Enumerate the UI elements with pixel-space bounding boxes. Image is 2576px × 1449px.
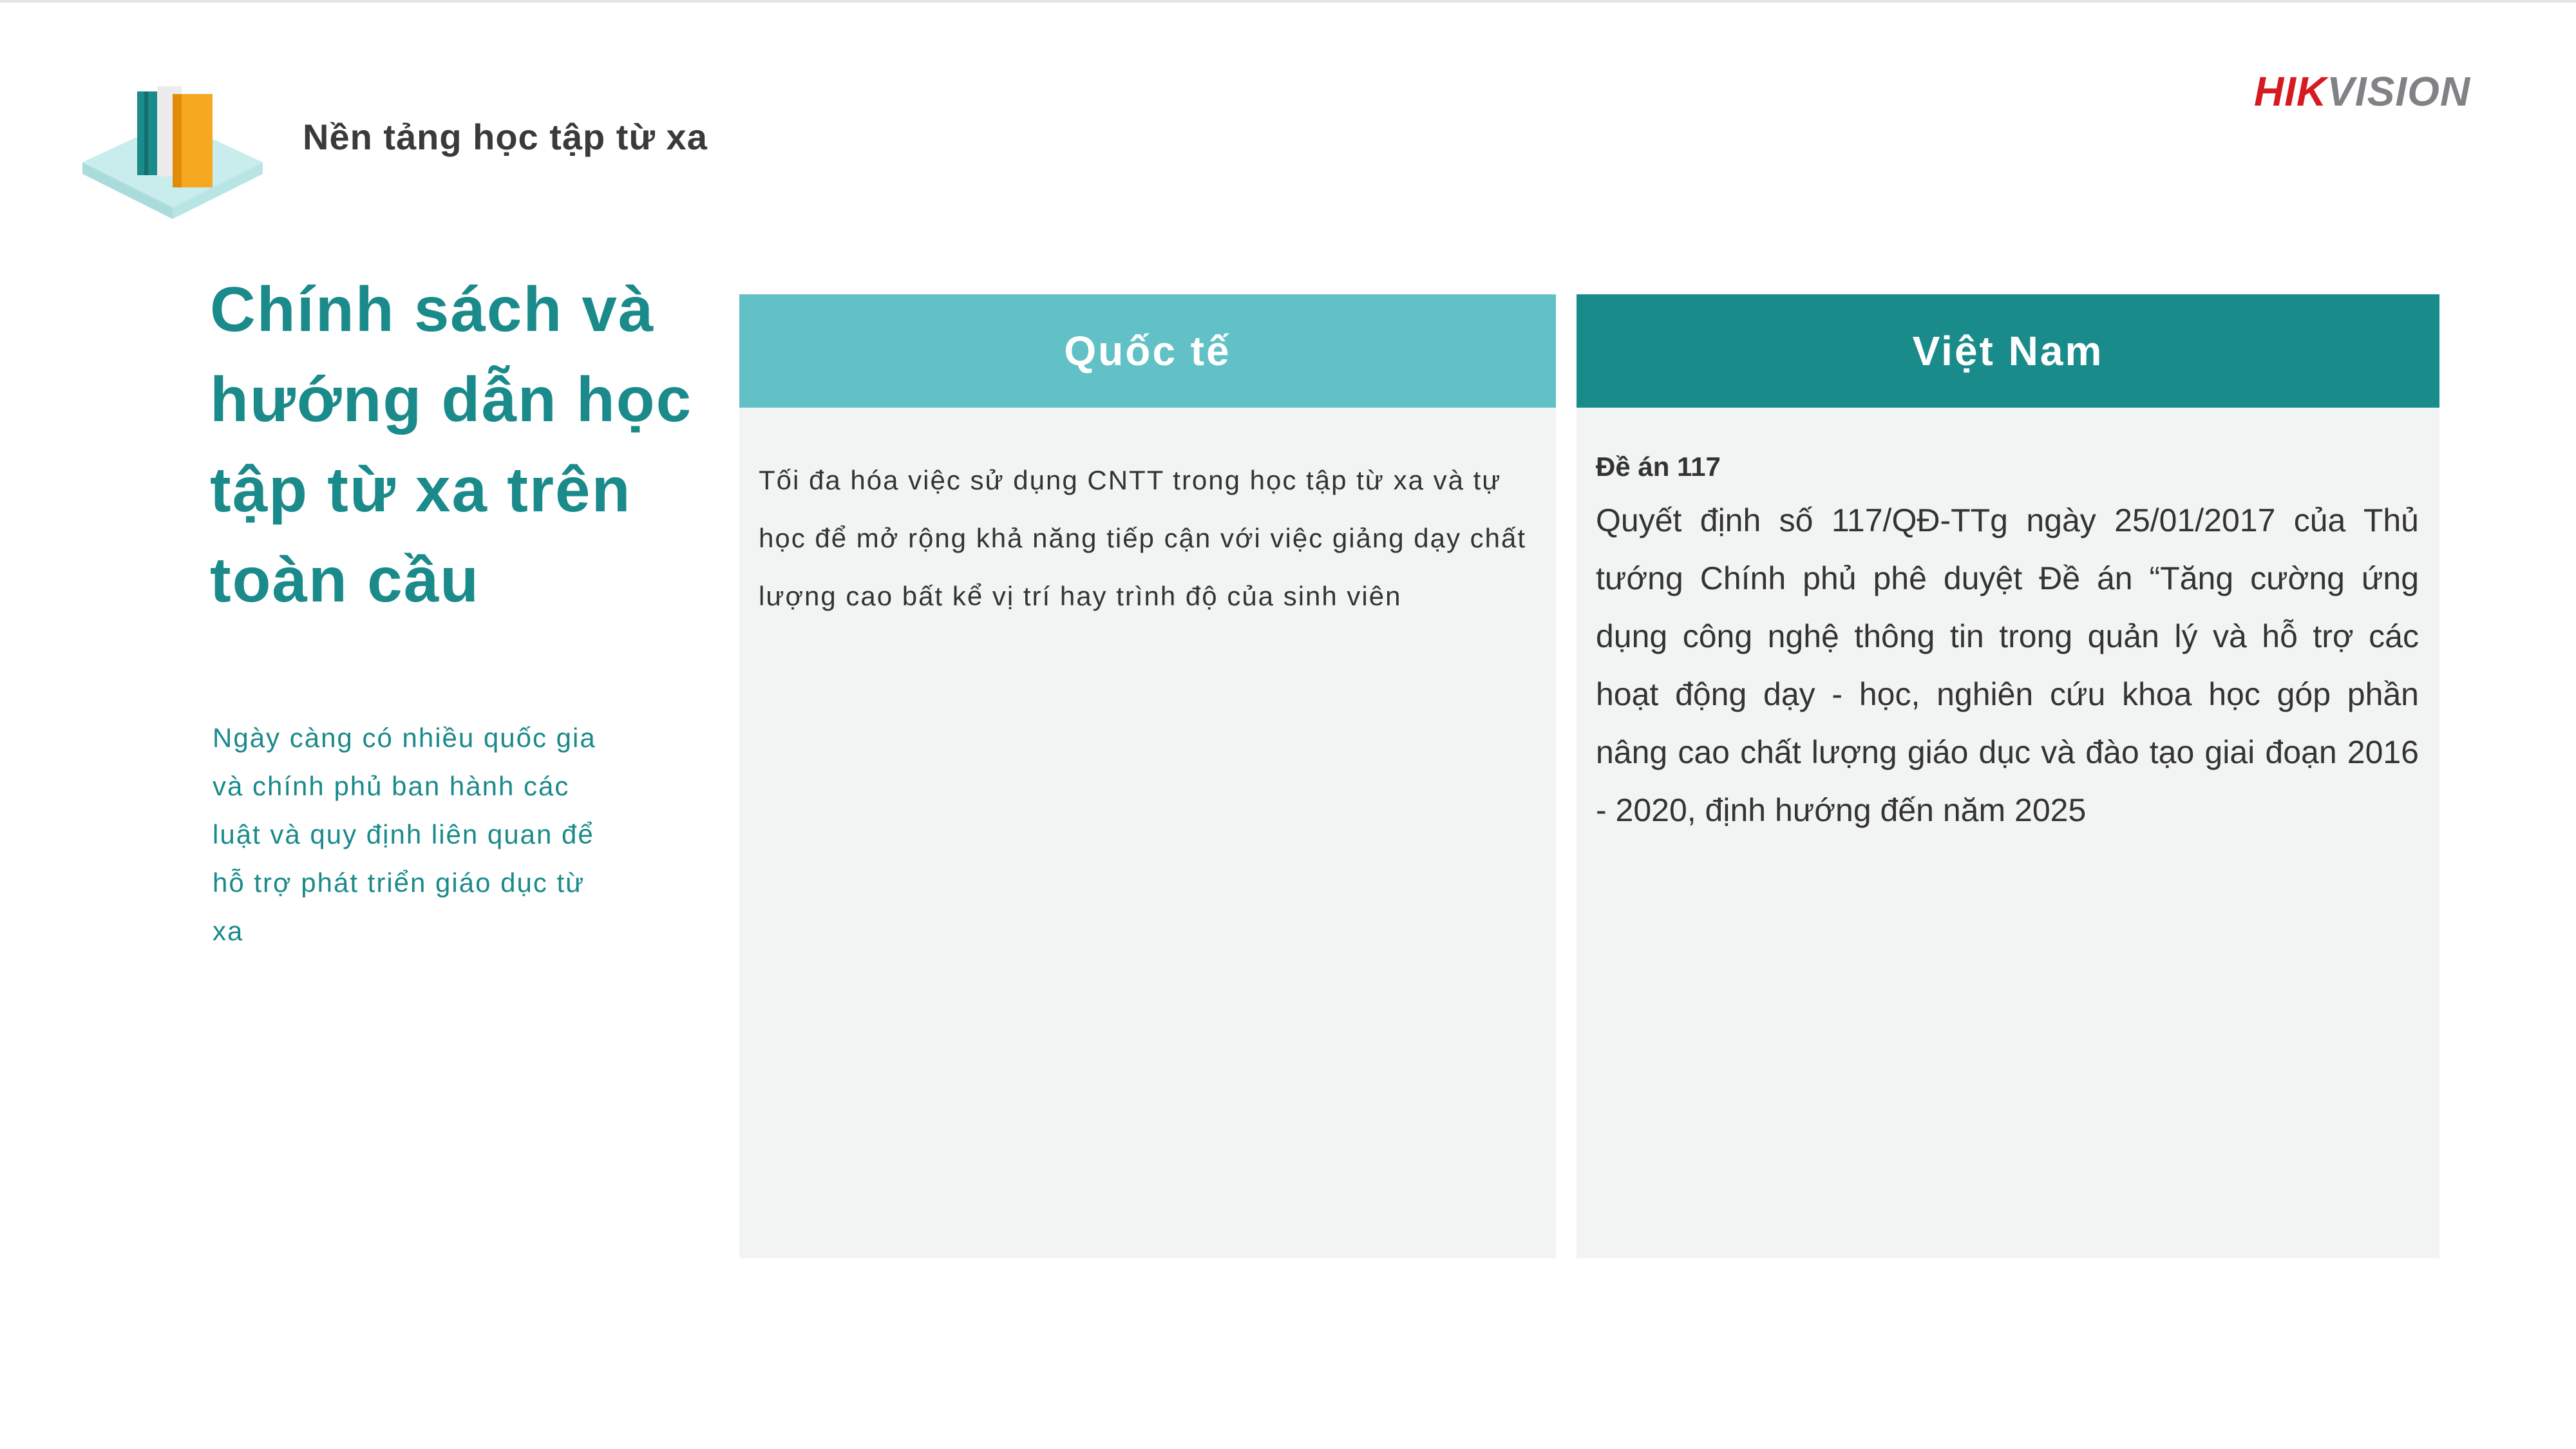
logo-part-vision: VISION	[2327, 68, 2471, 115]
vietnam-panel-title: Việt Nam	[1577, 294, 2439, 408]
project-description: Quyết định số 117/QĐ-TTg ngày 25/01/2017 của Thủ tướng Chính phủ phê duyệt Đề án “Tăng cường ứng dụng công nghệ thông tin trong quản lý và hỗ trợ các hoạt động dạy - học, nghiên cứu khoa học góp phần nâng cao chất lượng giáo dục và đào tạo giai đoạn 2016 - 2020, định hướng đến năm 2025	[1596, 502, 2419, 828]
section-title: Nền tảng học tập từ xa	[303, 117, 708, 157]
international-panel-title: Quốc tế	[739, 294, 1556, 408]
logo-part-hik: HIK	[2254, 68, 2327, 115]
top-divider	[0, 0, 2576, 3]
international-panel-text: Tối đa hóa việc sử dụng CNTT trong học tập từ xa và tự học để mở rộng khả năng tiếp cận với việc giảng dạy chất lượng cao bất kể vị trí hay trình độ của sinh viên	[759, 465, 1527, 611]
hikvision-logo	[2254, 68, 2470, 115]
intro-text: Ngày càng có nhiều quốc gia và chính phủ ban hành các luật và quy định liên quan để hỗ trợ phát triển giáo dục từ xa	[213, 723, 596, 946]
international-panel	[739, 294, 1556, 1258]
books-icon	[76, 72, 269, 233]
vietnam-panel-body	[1577, 408, 2439, 839]
main-heading: Chính sách và hướng dẫn học tập từ xa trên toàn cầu	[210, 274, 693, 615]
vietnam-panel	[1577, 294, 2439, 1258]
project-label: Đề án 117	[1596, 451, 1721, 482]
